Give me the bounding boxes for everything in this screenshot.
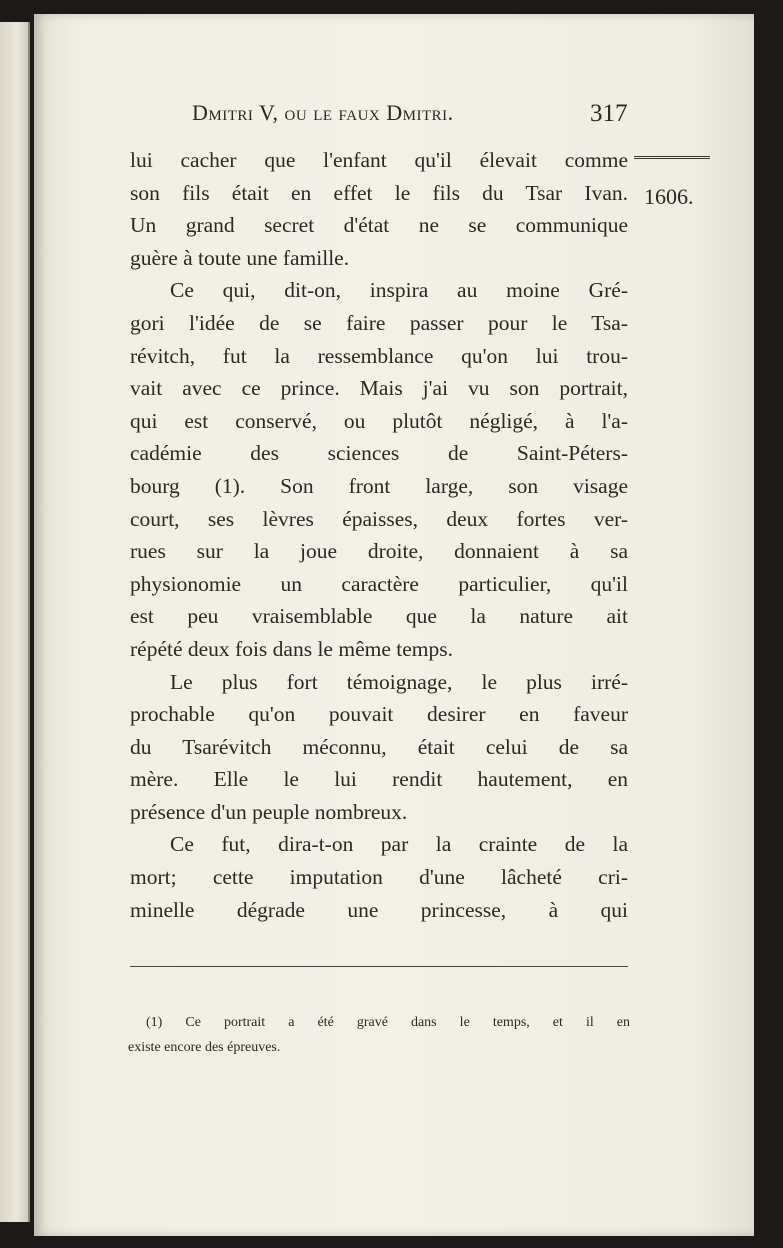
text-line: Ce qui, dit-on, inspira au moine Gré-: [170, 278, 628, 303]
text-line: répété deux fois dans le même temps.: [130, 636, 453, 661]
text-line: Ce fut, dira-t-on par la crainte de la: [170, 832, 628, 857]
text-line: minelle dégrade une princesse, à qui: [130, 897, 628, 922]
text-line: prochable qu'on pouvait desirer en faveur: [130, 702, 628, 727]
running-head-title: Dmitri V, ou le faux Dmitri.: [192, 100, 454, 125]
text-line: cadémie des sciences de Saint-Péters-: [130, 441, 628, 466]
text-line: mère. Elle le lui rendit hautement, en: [130, 767, 628, 792]
footnote-line: existe encore des épreuves.: [128, 1040, 281, 1055]
page-number: 317: [590, 100, 628, 127]
text-line: son fils était en effet le fils du Tsar Ivan.: [130, 180, 628, 205]
book-page: [34, 14, 754, 1236]
text-line: Le plus fort témoignage, le plus irré-: [170, 669, 628, 694]
text-line: révitch, fut la ressemblance qu'on lui trou-: [130, 343, 628, 368]
body-text: [130, 144, 628, 926]
text-line: présence d'un peuple nombreux.: [130, 799, 408, 824]
footnote: [128, 1010, 630, 1060]
margin-rule: [634, 156, 710, 159]
text-line: vait avec ce prince. Mais j'ai vu son portrait,: [130, 376, 628, 401]
text-line: lui cacher que l'enfant qu'il élevait comme: [130, 148, 628, 172]
text-line: du Tsarévitch méconnu, était celui de sa: [130, 734, 628, 759]
text-line: guère à toute une famille.: [130, 245, 350, 270]
text-line: qui est conservé, ou plutôt négligé, à l'a-: [130, 408, 628, 433]
previous-page-edge: [0, 22, 30, 1222]
text-line: est peu vraisemblable que la nature ait: [130, 604, 628, 629]
text-line: mort; cette imputation d'une lâcheté cri-: [130, 865, 628, 890]
text-line: physionomie un caractère particulier, qu'il: [130, 571, 628, 596]
footnote-line: (1) Ce portrait a été gravé dans le temps, et il en: [146, 1015, 630, 1030]
text-line: gori l'idée de se faire passer pour le Tsa-: [130, 310, 628, 335]
text-line: bourg (1). Son front large, son visage: [130, 473, 628, 498]
text-line: rues sur la joue droite, donnaient à sa: [130, 539, 628, 564]
footnote-rule: [130, 966, 628, 967]
margin-year-note: 1606.: [644, 184, 694, 209]
text-line: Un grand secret d'état ne se communique: [130, 213, 628, 238]
text-line: court, ses lèvres épaisses, deux fortes ver-: [130, 506, 628, 531]
running-head: [192, 100, 632, 126]
